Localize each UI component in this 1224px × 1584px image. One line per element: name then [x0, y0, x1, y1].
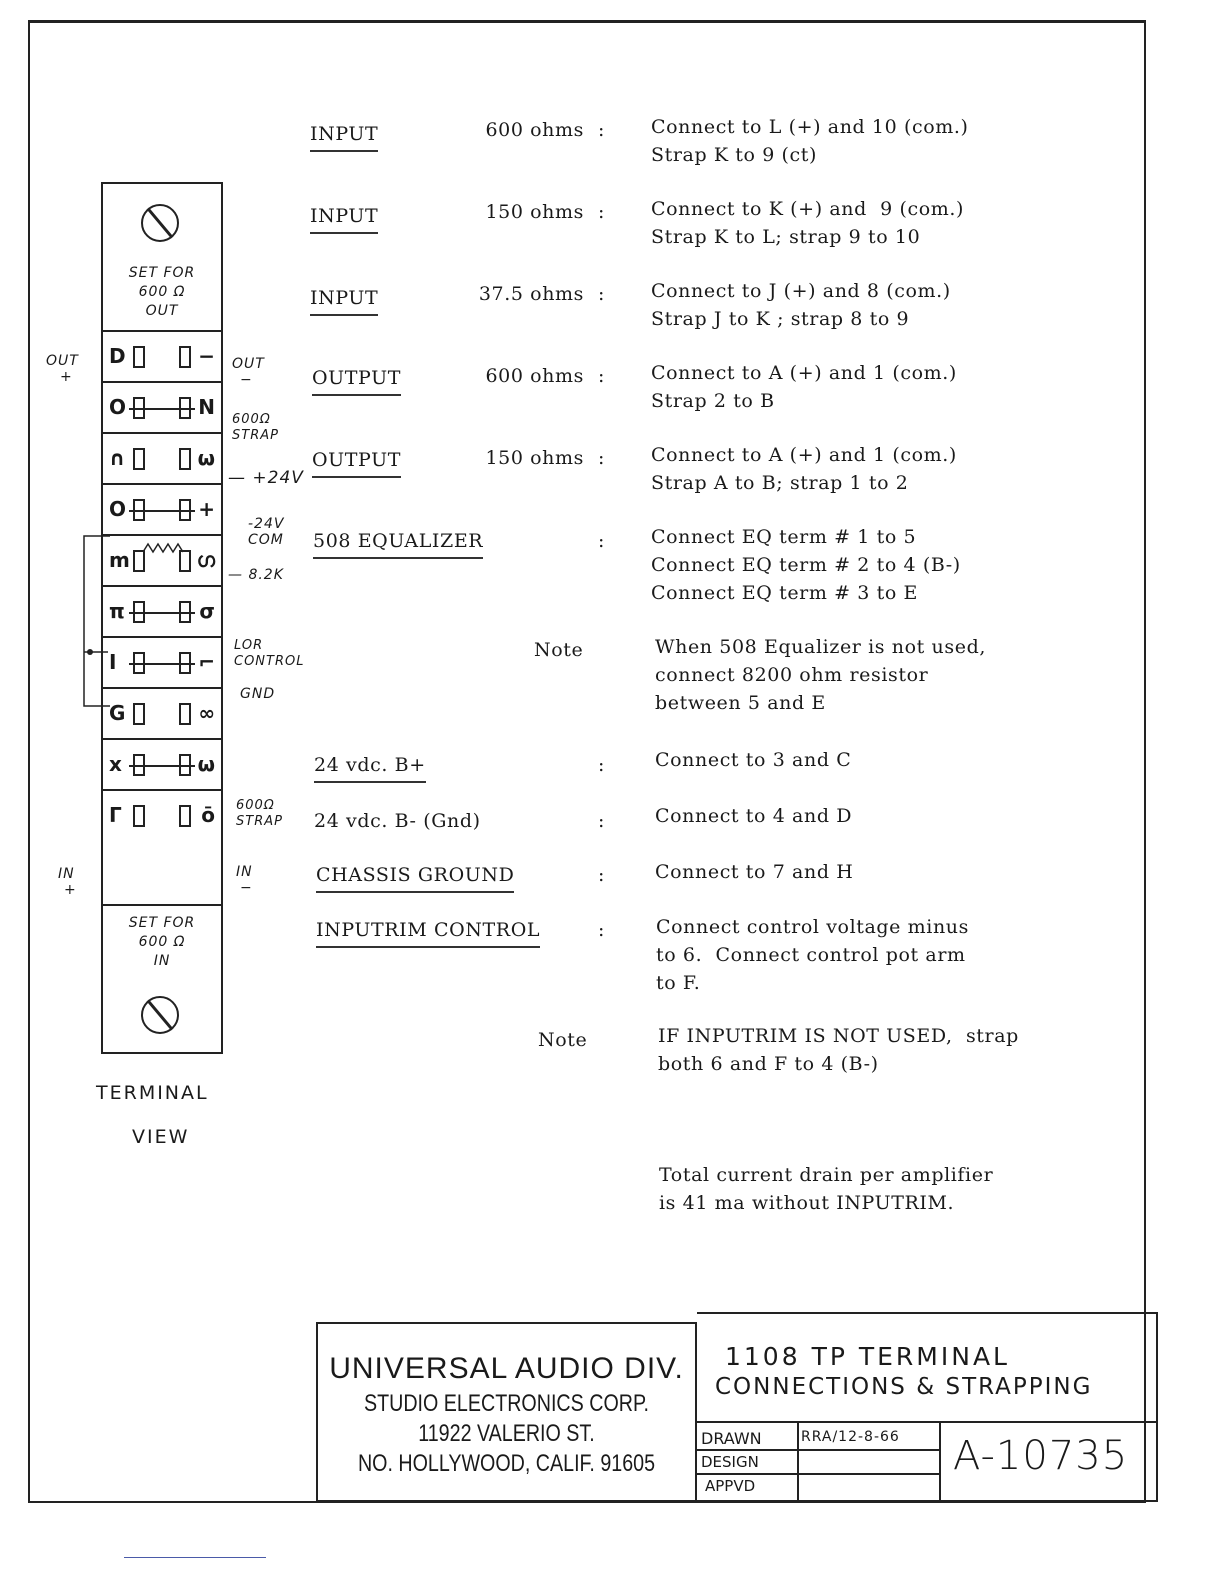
terminal-number: ω [197, 446, 215, 470]
terminal-letter: O [109, 497, 127, 521]
design-label: DESIGN [701, 1453, 759, 1471]
screw-icon [141, 996, 179, 1034]
bottom-cap-note [103, 914, 221, 971]
terminal-number: + [198, 497, 215, 521]
terminal-number: ō [201, 803, 215, 827]
terminal-row-9 [103, 740, 221, 791]
terminal-number: N [198, 395, 215, 419]
conn-colon: : [598, 447, 606, 469]
terminal-lug [179, 499, 191, 521]
terminal-lug [179, 448, 191, 470]
conn-label: OUTPUT [312, 446, 401, 478]
out-mark-left: OUT + [46, 353, 79, 385]
total-current-note: Total current drain per amplifier is 41 ma without INPUTRIM. [659, 1164, 994, 1214]
conn-colon: : [598, 754, 606, 776]
conn-desc: Connect to 7 and H [655, 861, 854, 883]
company-city: NO. HOLLYWOOD, CALIF. 91605 [357, 1450, 656, 1477]
conn-desc: Connect control voltage minus to 6. Connect control pot arm to F. [656, 916, 969, 994]
bottom-note-line: 600 Ω [138, 934, 186, 950]
bottom-note-line: SET FOR [128, 915, 196, 931]
strap-mark-1: 600Ω STRAP [232, 412, 279, 443]
grid-line [697, 1449, 939, 1451]
conn-label: CHASSIS GROUND [316, 861, 514, 893]
grid-line [939, 1423, 941, 1502]
terminal-letter: x [109, 752, 122, 776]
note-label: Note [534, 639, 584, 661]
note-text: When 508 Equalizer is not used, connect 8200 ohm resistor between 5 and E [655, 636, 986, 714]
caption-terminal: TERMINAL [96, 1082, 209, 1104]
conn-desc: Connect to A (+) and 1 (com.) Strap A to B; strap 1 to 2 [651, 444, 957, 494]
terminal-lug [133, 550, 145, 572]
terminal-lug [133, 805, 145, 827]
company-sub: STUDIO ELECTRONICS CORP. [363, 1390, 650, 1417]
drawing-title-line: 1108 TP TERMINAL [725, 1342, 1010, 1371]
terminal-lug [133, 397, 145, 419]
in-mark-left: IN + [58, 866, 77, 898]
terminal-letter: D [109, 344, 126, 368]
conn-label: INPUT [310, 202, 378, 234]
drawing-title-line: CONNECTIONS & STRAPPING [715, 1374, 1093, 1400]
terminal-lug [133, 499, 145, 521]
terminal-number: σ [199, 599, 215, 623]
conn-desc: Connect to J (+) and 8 (com.) Strap J to K ; strap 8 to 9 [651, 280, 951, 330]
terminal-lug [179, 652, 191, 674]
caption-view: VIEW [132, 1126, 190, 1148]
terminal-number: ω [197, 752, 215, 776]
terminal-lug [179, 346, 191, 368]
resistor-8k2-mark: — 8.2K [228, 567, 284, 583]
terminal-number: − [198, 344, 215, 368]
terminal-lug [133, 703, 145, 725]
conn-colon: : [598, 201, 606, 223]
conn-label: INPUT [310, 120, 378, 152]
strap-mark-2: 600Ω STRAP [236, 798, 283, 829]
terminal-row-7 [103, 638, 221, 689]
conn-colon: : [598, 530, 606, 552]
terminal-number: ⌐ [198, 650, 215, 674]
terminal-letter: ∩ [109, 446, 126, 470]
note-text: IF INPUTRIM IS NOT USED, strap both 6 and F to 4 (B-) [658, 1025, 1019, 1075]
conn-colon: : [598, 119, 606, 141]
terminal-number: ഗ [196, 548, 215, 572]
top-note-line: OUT [145, 303, 179, 319]
bottom-note-line: IN [153, 953, 171, 969]
terminal-lug [179, 397, 191, 419]
strip-bottom-cap [103, 904, 221, 1052]
screw-icon [141, 204, 179, 242]
minus24-mark: -24V COM [248, 516, 285, 548]
terminal-letter: G [109, 701, 126, 725]
terminal-row-10 [103, 791, 221, 842]
drawn-value: RRA/12-8-66 [801, 1429, 900, 1445]
conn-ohms: 600 ohms [485, 119, 584, 141]
top-cap-note [103, 264, 221, 321]
terminal-row-4 [103, 485, 221, 536]
terminal-row-2 [103, 383, 221, 434]
out-mark-right: OUT − [232, 356, 265, 388]
terminal-letter: Γ [109, 803, 122, 827]
conn-label: 508 EQUALIZER [313, 527, 483, 559]
terminal-lug [179, 805, 191, 827]
scan-mark [124, 1557, 266, 1558]
conn-desc: Connect to K (+) and 9 (com.) Strap K to L; strap 9 to 10 [651, 198, 965, 248]
conn-ohms: 150 ohms [485, 447, 584, 469]
title-block-title [697, 1312, 1158, 1423]
terminal-row-6 [103, 587, 221, 638]
grid-line [697, 1473, 939, 1475]
terminal-lug [179, 550, 191, 572]
terminal-lug [179, 601, 191, 623]
in-mark-right: IN − [236, 864, 253, 896]
conn-desc: Connect to L (+) and 10 (com.) Strap K to 9 (ct) [651, 116, 969, 166]
terminal-letter: I [109, 650, 117, 674]
title-block-grid [697, 1423, 1158, 1502]
conn-label: 24 vdc. B+ [314, 751, 426, 783]
conn-colon: : [598, 864, 606, 886]
conn-colon: : [598, 283, 606, 305]
appvd-label: APPVD [705, 1477, 756, 1495]
conn-desc: Connect EQ term # 1 to 5 Connect EQ term # 2 to 4 (B-) Connect EQ term # 3 to E [651, 526, 961, 604]
conn-colon: : [598, 919, 606, 941]
conn-desc: Connect to 4 and D [655, 805, 853, 827]
top-note-line: 600 Ω [138, 284, 186, 300]
conn-ohms: 150 ohms [485, 201, 584, 223]
title-block-company [316, 1322, 697, 1502]
company-name: UNIVERSAL AUDIO DIV. [329, 1352, 684, 1385]
resistor-icon [143, 542, 183, 554]
drawing-number: A-10735 [953, 1433, 1129, 1479]
terminal-lug [179, 703, 191, 725]
conn-colon: : [598, 365, 606, 387]
terminal-letter: m [109, 548, 130, 572]
conn-desc: Connect to 3 and C [655, 749, 852, 771]
terminal-lug [133, 346, 145, 368]
lor-control-mark: LOR CONTROL [234, 638, 305, 669]
conn-ohms: 600 ohms [485, 365, 584, 387]
note-label: Note [538, 1029, 588, 1051]
terminal-row-3 [103, 434, 221, 485]
plus24-mark: — +24V [228, 468, 304, 488]
conn-label: OUTPUT [312, 364, 401, 396]
terminal-lug [133, 652, 145, 674]
conn-colon: : [598, 810, 606, 832]
terminal-row-1 [103, 332, 221, 383]
grid-line [797, 1423, 799, 1502]
drawn-label: DRAWN [701, 1429, 762, 1448]
top-note-line: SET FOR [128, 265, 196, 281]
conn-desc: Connect to A (+) and 1 (com.) Strap 2 to B [651, 362, 957, 412]
gnd-mark: GND [240, 686, 276, 702]
jumper-wire-icon [80, 520, 120, 720]
strip-top-cap [103, 184, 221, 332]
conn-label: INPUTRIM CONTROL [316, 916, 540, 948]
company-street: 11922 VALERIO ST. [418, 1420, 595, 1447]
conn-ohms: 37.5 ohms [478, 283, 584, 305]
conn-label: 24 vdc. B- (Gnd) [314, 810, 481, 832]
terminal-row-8 [103, 689, 221, 740]
terminal-lug [133, 754, 145, 776]
terminal-lug [133, 601, 145, 623]
terminal-letter: O [109, 395, 127, 419]
terminal-number: ∞ [198, 701, 215, 725]
terminal-lug [133, 448, 145, 470]
terminal-lug [179, 754, 191, 776]
terminal-row-5 [103, 536, 221, 587]
terminal-letter: π [109, 599, 125, 623]
conn-label: INPUT [310, 284, 378, 316]
